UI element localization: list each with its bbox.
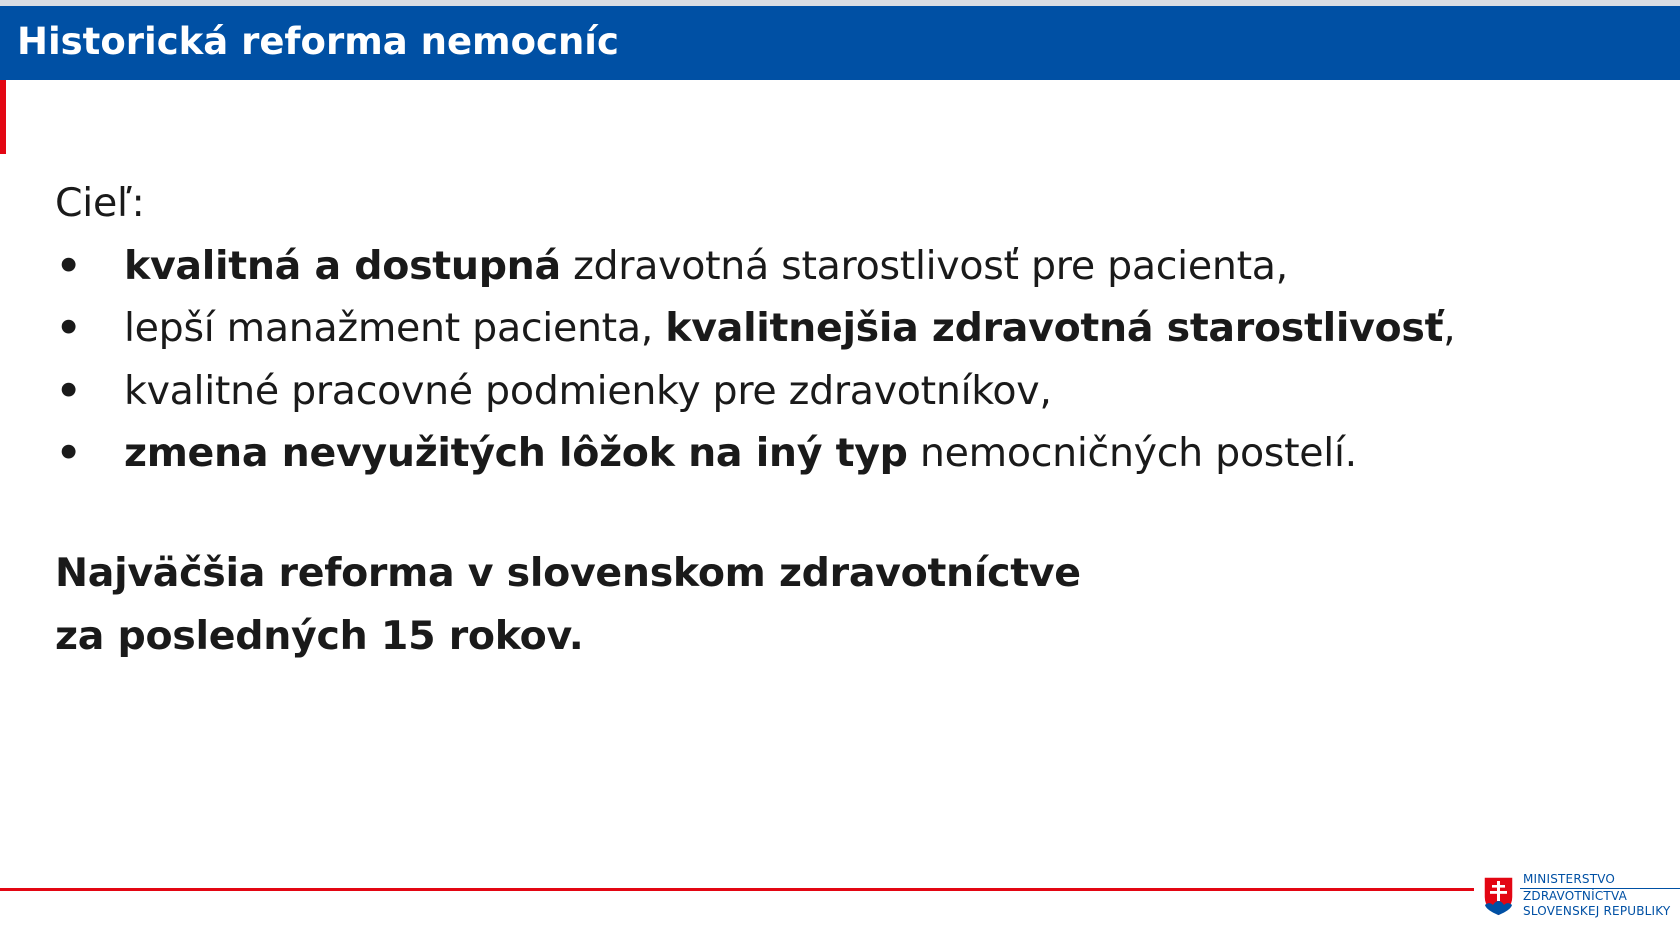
red-accent-bar: [0, 80, 6, 154]
logo-text: [1523, 872, 1670, 919]
summary-line-1: Najväčšia reforma v slovenskom zdravotníctve: [55, 550, 1081, 596]
summary-line-2: za posledných 15 rokov.: [55, 612, 584, 659]
logo-line-3: SLOVENSKEJ REPUBLIKY: [1523, 904, 1671, 918]
bullet-item-2: [55, 297, 1615, 360]
bullet-text-bold: kvalitnejšia zdravotná starostlivosť: [665, 305, 1444, 351]
summary-statement: [55, 542, 1081, 667]
bullet-text: zdravotná starostlivosť pre pacienta,: [560, 242, 1288, 289]
bullet-dot: •: [56, 430, 81, 476]
title-bar: [0, 6, 1680, 80]
bullet-text: kvalitné pracovné podmienky pre zdravotníkov,: [124, 367, 1052, 414]
logo-line-2: ZDRAVOTNÍCTVA: [1523, 889, 1628, 903]
ministry-logo: [1480, 872, 1675, 934]
bullet-dot: •: [56, 242, 81, 289]
bullet-text-bold: kvalitná a dostupná: [124, 242, 561, 289]
slovak-coat-of-arms-icon: [1482, 875, 1515, 917]
logo-line-1: MINISTERSTVO: [1523, 872, 1616, 886]
bullet-item-4: [55, 422, 1615, 485]
bullet-text-bold: zmena nevyužitých lôžok na iný typ: [124, 430, 908, 476]
footer-red-line: [0, 888, 1474, 891]
goal-label: Cieľ:: [55, 180, 145, 226]
bullet-text: ,: [1443, 305, 1456, 351]
bullet-item-1: [55, 235, 1615, 298]
bullet-item-3: [55, 360, 1615, 423]
bullet-text: nemocničných postelí.: [907, 430, 1357, 476]
bullet-text: lepší manažment pacienta,: [124, 305, 666, 351]
slide-title: Historická reforma nemocníc: [17, 20, 619, 63]
bullet-list: [55, 235, 1615, 485]
bullet-dot: •: [56, 305, 81, 351]
slide-content: [55, 172, 1615, 485]
bullet-dot: •: [56, 367, 81, 414]
